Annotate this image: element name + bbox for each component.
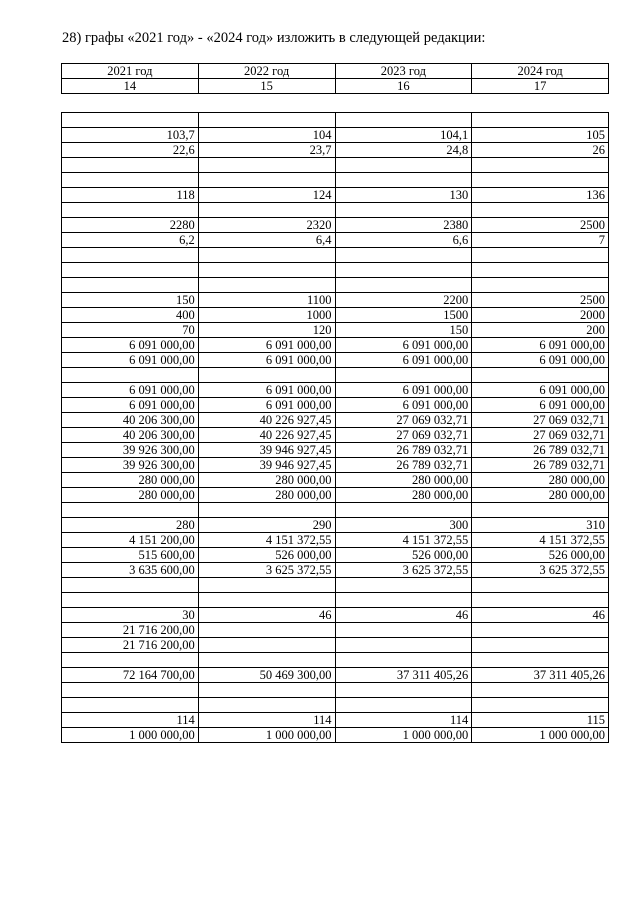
table-cell: 1500 [335,308,472,323]
table-cell: 150 [62,293,199,308]
table-cell [198,113,335,128]
table-cell: 4 151 200,00 [62,533,199,548]
table-cell: 26 789 032,71 [472,458,609,473]
table-cell: 26 [472,143,609,158]
table-cell: 3 635 600,00 [62,563,199,578]
table-cell [335,578,472,593]
table-row [62,533,609,548]
table-row [62,698,609,713]
table-cell: 1 000 000,00 [62,728,199,743]
amendment-heading: 28) графы «2021 год» - «2024 год» изложить в следующей редакции: [62,30,486,46]
table-cell: 27 069 032,71 [335,428,472,443]
table-cell [198,638,335,653]
table-cell [335,638,472,653]
table-cell [62,593,199,608]
table-cell: 6 091 000,00 [62,398,199,413]
table-cell: 50 469 300,00 [198,668,335,683]
table-cell: 39 926 300,00 [62,443,199,458]
table-cell [62,173,199,188]
table-cell: 37 311 405,26 [472,668,609,683]
table-cell: 21 716 200,00 [62,638,199,653]
table-row [62,293,609,308]
table-cell [472,368,609,383]
table-cell: 26 789 032,71 [335,458,472,473]
table-cell [472,173,609,188]
table-cell: 2500 [472,293,609,308]
table-row [62,248,609,263]
table-cell [198,683,335,698]
table-cell: 30 [62,608,199,623]
table-cell: 6 091 000,00 [335,398,472,413]
table-row [62,203,609,218]
table-cell: 280 000,00 [198,488,335,503]
table-cell [472,113,609,128]
table-cell: 24,8 [335,143,472,158]
table-cell: 136 [472,188,609,203]
table-cell: 103,7 [62,128,199,143]
table-cell [335,278,472,293]
table-row [62,173,609,188]
table-row [62,368,609,383]
table-cell [472,503,609,518]
table-row [62,263,609,278]
table-cell [335,203,472,218]
table-cell [335,653,472,668]
table-cell [62,263,199,278]
table-cell: 4 151 372,55 [198,533,335,548]
table-cell: 280 000,00 [335,488,472,503]
table-cell: 6 091 000,00 [198,398,335,413]
table-cell [335,263,472,278]
table-cell [335,698,472,713]
table-cell: 114 [62,713,199,728]
table-cell [472,158,609,173]
table-cell: 104,1 [335,128,472,143]
table-row [62,473,609,488]
column-title-row [62,64,609,79]
table-cell: 280 000,00 [198,473,335,488]
table-cell [335,173,472,188]
table-cell [198,158,335,173]
table-cell [62,203,199,218]
table-cell [335,623,472,638]
table-row [62,308,609,323]
table-cell [62,683,199,698]
table-cell: 1 000 000,00 [472,728,609,743]
table-row [62,518,609,533]
table-cell: 22,6 [62,143,199,158]
table-cell: 27 069 032,71 [472,428,609,443]
table-cell: 26 789 032,71 [472,443,609,458]
table-cell: 46 [335,608,472,623]
table-cell: 6 091 000,00 [198,383,335,398]
table-cell [198,203,335,218]
table-row [62,398,609,413]
table-row [62,323,609,338]
table-cell [472,683,609,698]
column-number: 15 [198,79,335,94]
table-row [62,728,609,743]
table-row [62,593,609,608]
table-row [62,143,609,158]
table-row [62,683,609,698]
table-row [62,413,609,428]
table-cell [62,158,199,173]
table-cell: 1000 [198,308,335,323]
table-cell: 120 [198,323,335,338]
values-table-body [62,113,609,743]
table-cell: 6,2 [62,233,199,248]
table-cell: 46 [198,608,335,623]
table-cell: 114 [198,713,335,728]
table-cell: 6,4 [198,233,335,248]
table-cell [62,278,199,293]
table-cell: 46 [472,608,609,623]
table-row [62,578,609,593]
table-cell [198,653,335,668]
table-cell [62,368,199,383]
table-cell [198,593,335,608]
table-cell [472,593,609,608]
table-cell: 40 226 927,45 [198,413,335,428]
table-row [62,188,609,203]
table-cell: 310 [472,518,609,533]
column-number-row [62,79,609,94]
table-row [62,548,609,563]
column-number: 17 [472,79,609,94]
table-cell [198,578,335,593]
table-cell: 70 [62,323,199,338]
table-cell: 39 926 300,00 [62,458,199,473]
table-row [62,623,609,638]
table-cell: 150 [335,323,472,338]
table-cell: 104 [198,128,335,143]
table-cell: 300 [335,518,472,533]
table-cell: 200 [472,323,609,338]
table-cell [198,173,335,188]
table-cell: 280 000,00 [62,488,199,503]
table-row [62,278,609,293]
table-row [62,608,609,623]
table-cell: 6 091 000,00 [62,338,199,353]
table-cell: 6 091 000,00 [198,338,335,353]
table-cell: 37 311 405,26 [335,668,472,683]
table-cell [62,698,199,713]
table-row [62,668,609,683]
table-cell: 2320 [198,218,335,233]
table-cell: 2200 [335,293,472,308]
table-row [62,128,609,143]
table-row [62,233,609,248]
table-cell [472,623,609,638]
column-title: 2023 год [335,64,472,79]
table-cell: 115 [472,713,609,728]
table-cell: 400 [62,308,199,323]
table-cell: 1 000 000,00 [335,728,472,743]
table-cell: 3 625 372,55 [472,563,609,578]
table-cell: 21 716 200,00 [62,623,199,638]
table-cell [198,263,335,278]
table-cell: 526 000,00 [335,548,472,563]
table-cell: 6 091 000,00 [335,383,472,398]
table-cell: 130 [335,188,472,203]
table-cell: 6 091 000,00 [472,338,609,353]
table-cell [335,248,472,263]
table-cell: 6 091 000,00 [62,383,199,398]
table-cell: 114 [335,713,472,728]
table-cell: 40 226 927,45 [198,428,335,443]
table-cell: 4 151 372,55 [335,533,472,548]
table-cell [472,263,609,278]
table-cell [62,113,199,128]
column-number: 14 [62,79,199,94]
table-cell [198,368,335,383]
table-cell [472,698,609,713]
table-cell [335,593,472,608]
table-row [62,383,609,398]
table-cell [472,578,609,593]
table-cell: 280 000,00 [62,473,199,488]
table-cell: 7 [472,233,609,248]
column-header-table [61,63,609,94]
table-row [62,218,609,233]
table-cell: 72 164 700,00 [62,668,199,683]
table-cell: 26 789 032,71 [335,443,472,458]
table-cell: 23,7 [198,143,335,158]
table-cell: 280 000,00 [472,473,609,488]
table-cell: 2380 [335,218,472,233]
table-cell: 3 625 372,55 [335,563,472,578]
table-cell: 6 091 000,00 [335,338,472,353]
table-cell: 27 069 032,71 [472,413,609,428]
table-cell: 280 000,00 [472,488,609,503]
table-cell: 280 000,00 [335,473,472,488]
table-row [62,428,609,443]
table-cell: 1 000 000,00 [198,728,335,743]
table-cell [198,503,335,518]
table-cell [335,113,472,128]
table-cell: 3 625 372,55 [198,563,335,578]
table-cell [472,638,609,653]
table-cell [335,503,472,518]
table-cell [335,368,472,383]
table-row [62,113,609,128]
table-cell: 40 206 300,00 [62,428,199,443]
column-title: 2022 год [198,64,335,79]
table-row [62,638,609,653]
table-cell [472,653,609,668]
table-cell: 6 091 000,00 [472,383,609,398]
table-cell: 290 [198,518,335,533]
table-cell [198,248,335,263]
table-cell [472,278,609,293]
table-cell: 39 946 927,45 [198,443,335,458]
table-cell: 40 206 300,00 [62,413,199,428]
column-title: 2021 год [62,64,199,79]
table-cell: 6 091 000,00 [472,398,609,413]
table-cell: 2280 [62,218,199,233]
table-cell: 6 091 000,00 [62,353,199,368]
table-row [62,338,609,353]
table-cell: 4 151 372,55 [472,533,609,548]
column-title: 2024 год [472,64,609,79]
table-cell: 526 000,00 [472,548,609,563]
table-cell: 280 [62,518,199,533]
table-cell [335,158,472,173]
table-row [62,158,609,173]
table-row [62,458,609,473]
table-cell [198,278,335,293]
table-cell: 118 [62,188,199,203]
values-table [61,112,609,743]
table-row [62,488,609,503]
table-row [62,713,609,728]
table-cell [335,683,472,698]
table-cell: 515 600,00 [62,548,199,563]
table-cell: 6 091 000,00 [472,353,609,368]
table-cell [198,623,335,638]
table-row [62,653,609,668]
table-cell [62,248,199,263]
table-row [62,503,609,518]
table-cell: 2000 [472,308,609,323]
table-row [62,353,609,368]
table-cell: 526 000,00 [198,548,335,563]
table-cell [198,698,335,713]
table-cell: 1100 [198,293,335,308]
table-cell [62,503,199,518]
table-cell: 6,6 [335,233,472,248]
table-cell: 2500 [472,218,609,233]
table-cell: 27 069 032,71 [335,413,472,428]
table-cell [62,578,199,593]
table-cell [472,248,609,263]
table-cell: 39 946 927,45 [198,458,335,473]
table-cell: 124 [198,188,335,203]
table-cell: 105 [472,128,609,143]
table-cell [472,203,609,218]
table-cell [62,653,199,668]
table-cell: 6 091 000,00 [198,353,335,368]
table-row [62,443,609,458]
table-row [62,563,609,578]
table-cell: 6 091 000,00 [335,353,472,368]
column-number: 16 [335,79,472,94]
